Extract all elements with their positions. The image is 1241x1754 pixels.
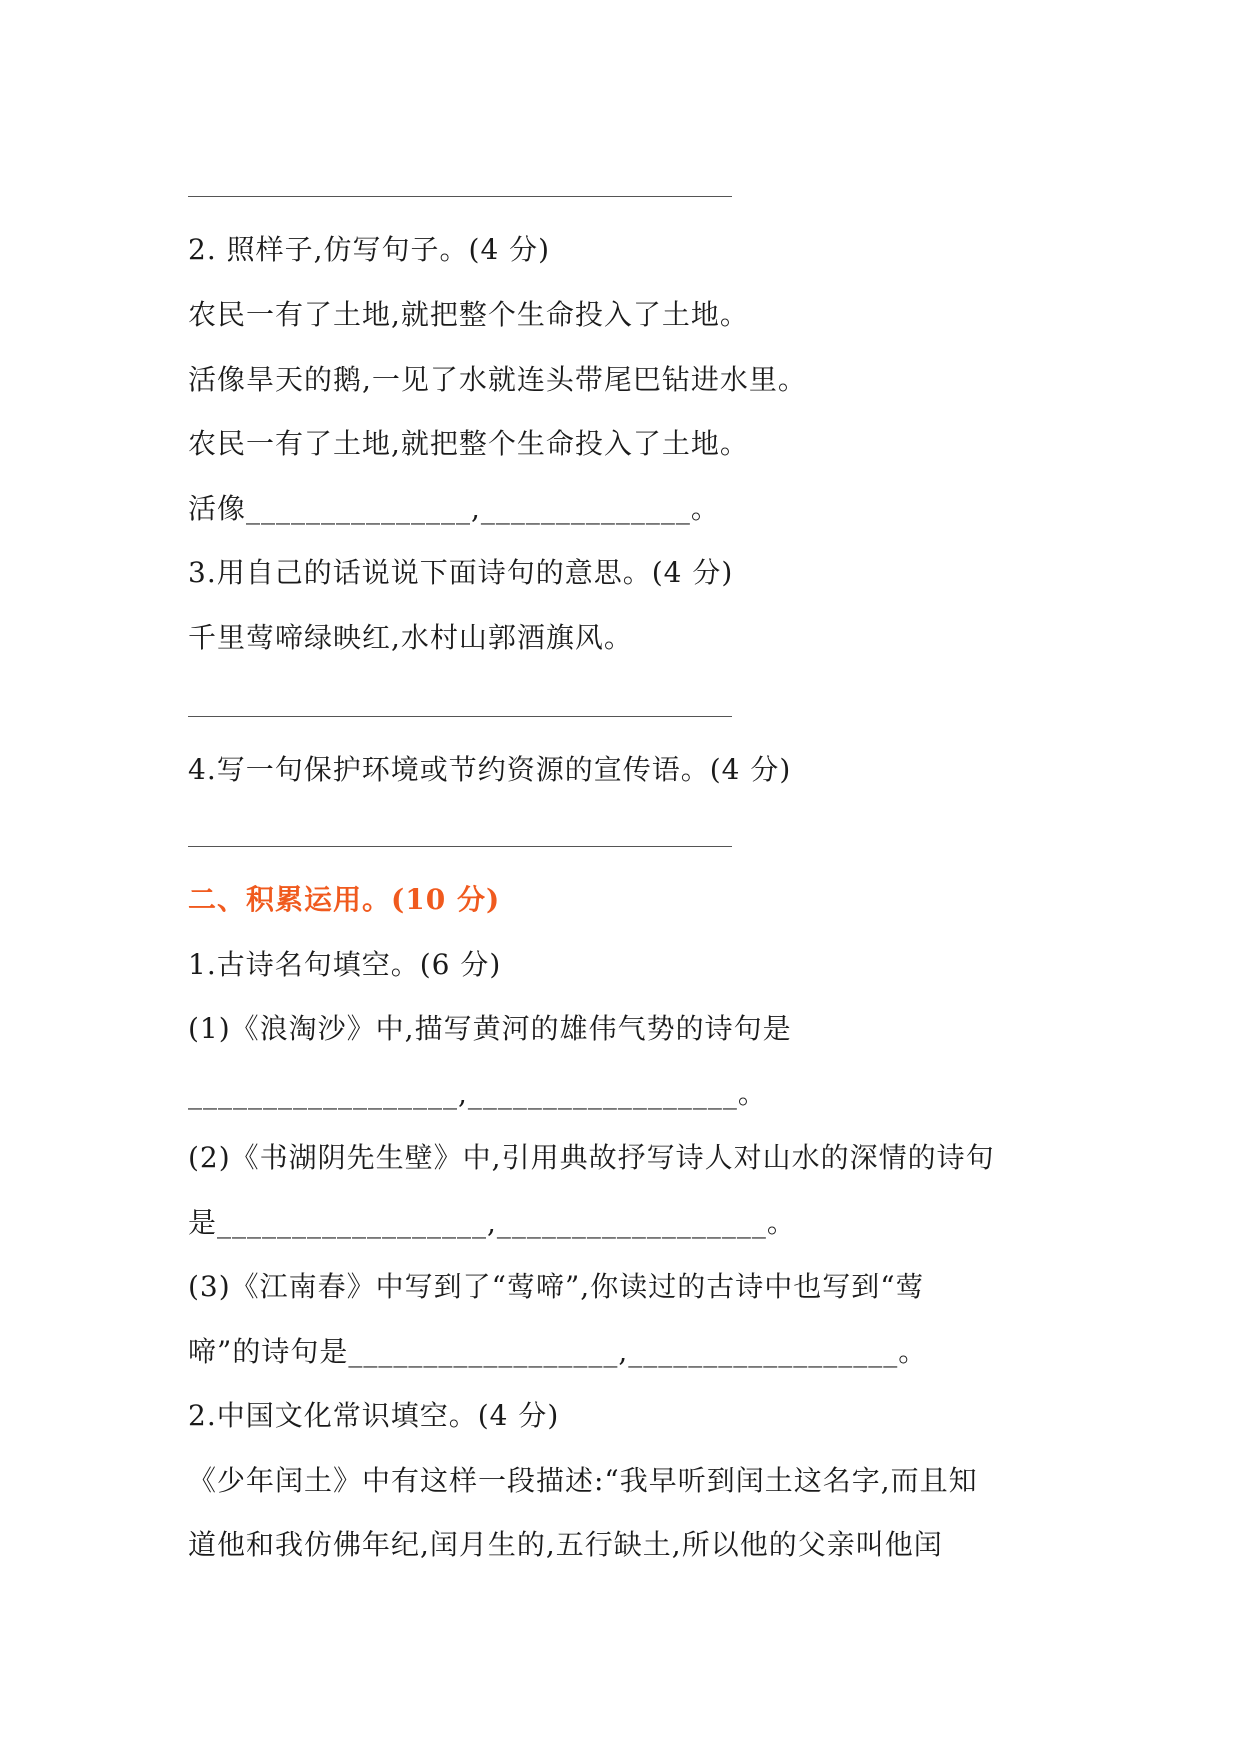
paragraph-line: 道他和我仿佛年纪,闰月生的,五行缺土,所以他的父亲叫他闰 <box>188 1528 943 1561</box>
section-heading: 二、积累运用。(10 分) <box>188 883 501 916</box>
sub-question: (2)《书湖阴先生壁》中,引用典故抒写诗人对山水的深情的诗句 <box>188 1141 995 1174</box>
answer-line <box>188 196 732 197</box>
poem-line: 千里莺啼绿映红,水村山郭酒旗风。 <box>188 621 633 654</box>
question-title: 3.用自己的话说说下面诗句的意思。(4 分) <box>188 556 734 589</box>
fill-in-line: 活像_______________,______________。 <box>188 492 720 525</box>
sub-question: (3)《江南春》中写到了“莺啼”,你读过的古诗中也写到“莺 <box>188 1270 925 1303</box>
fill-in-line: 啼”的诗句是__________________,__________________。 <box>188 1335 928 1368</box>
question-title: 2.中国文化常识填空。(4 分) <box>188 1399 560 1432</box>
fill-in-line: __________________,__________________。 <box>188 1077 767 1110</box>
answer-line <box>188 846 732 847</box>
question-title: 4.写一句保护环境或节约资源的宣传语。(4 分) <box>188 753 792 786</box>
question-title: 2. 照样子,仿写句子。(4 分) <box>188 233 551 266</box>
answer-line <box>188 716 732 717</box>
fill-in-line: 是__________________,__________________。 <box>188 1206 796 1239</box>
example-sentence: 农民一有了土地,就把整个生命投入了土地。 <box>188 298 749 331</box>
question-title: 1.古诗名句填空。(6 分) <box>188 948 502 981</box>
sub-question: (1)《浪淘沙》中,描写黄河的雄伟气势的诗句是 <box>188 1012 792 1045</box>
paragraph-line: 《少年闰土》中有这样一段描述:“我早听到闰土这名字,而且知 <box>188 1464 978 1497</box>
prompt-sentence: 农民一有了土地,就把整个生命投入了土地。 <box>188 427 749 460</box>
example-sentence: 活像旱天的鹅,一见了水就连头带尾巴钻进水里。 <box>188 363 807 396</box>
